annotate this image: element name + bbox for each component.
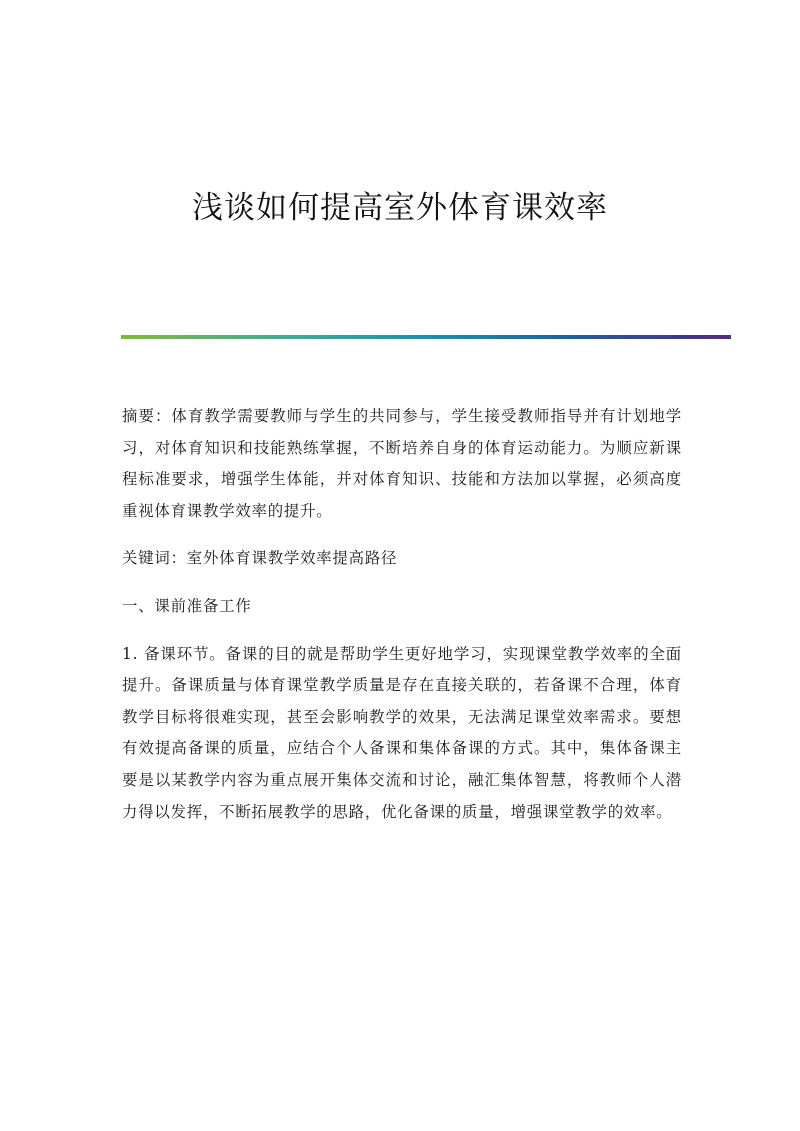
keywords-paragraph: 关键词：室外体育课教学效率提高路径 [122,549,398,568]
page-title: 浅谈如何提高室外体育课效率 [192,190,608,226]
document-body [122,401,682,844]
title-divider [121,335,731,339]
abstract-paragraph: 摘要：体育教学需要教师与学生的共同参与，学生接受教师指导并有计划地学习，对体育知识和技能熟练掌握，不断培养自身的体育运动能力。为顺应新课程标准要求，增强学生体能，并对体育知识、技能和方法加以掌握，必须高度重视体育课教学效率的提升。 [122,407,682,520]
section-heading: 一、课前准备工作 [122,596,252,615]
body-paragraph: 1. 备课环节。备课的目的就是帮助学生更好地学习，实现课堂教学效率的全面提升。备课质量与体育课堂教学质量是存在直接关联的，若备课不合理，体育教学目标将很难实现，甚至会影响教学的效果，无法满足课堂效率需求。要想有效提高备课的质量，应结合个人备课和集体备课的方式。其中，集体备课主要是以某教学内容为重点展开集体交流和讨论，融汇集体智慧，将教师个人潜力得以发挥，不断拓展教学的思路，优化备课的质量，增强课堂教学的效率。 [122,644,682,821]
